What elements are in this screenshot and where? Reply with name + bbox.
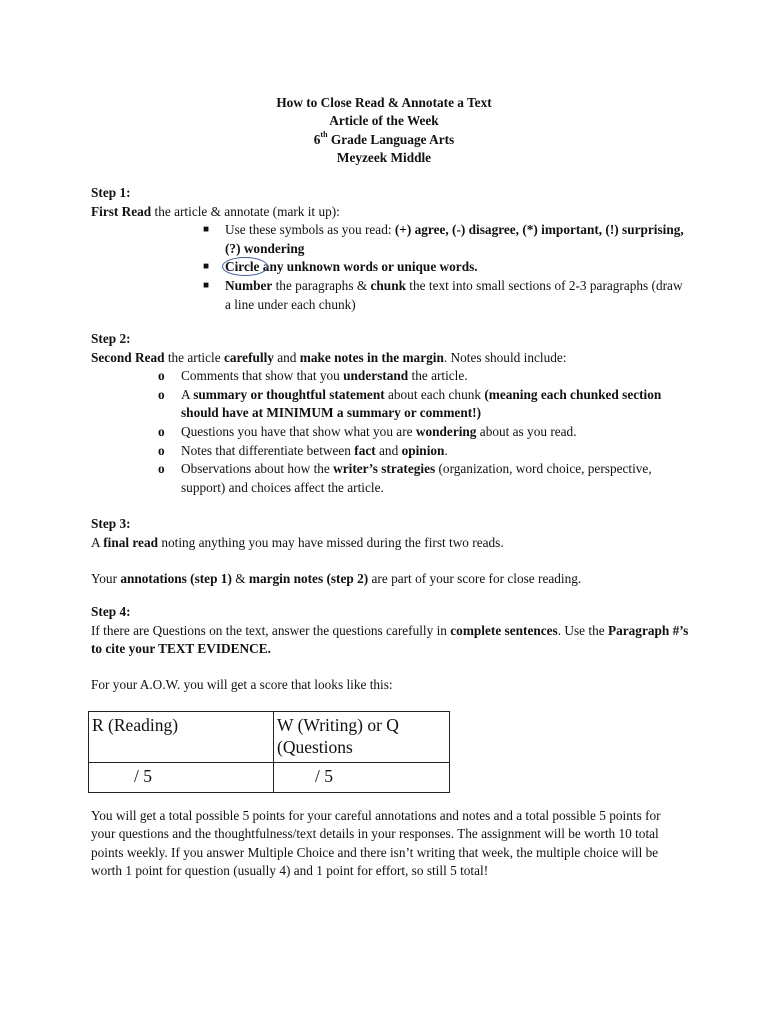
step-1-section	[91, 184, 691, 314]
circle-bullet-icon: o	[158, 423, 165, 439]
list-item: o Observations about how the writer’s strategies (organization, word choice, perspective, support) and choices affect the article.	[158, 461, 652, 495]
score-intro: For your A.O.W. you will get a score that looks like this:	[91, 676, 393, 692]
list-item: o A summary or thoughtful statement about each chunk (meaning each chunked section should have at MINIMUM a summary or comment!)	[158, 386, 662, 421]
list-item: ■ Use these symbols as you read: (+) agree, (-) disagree, (*) important, (!) surprising, (?) wondering	[203, 222, 684, 256]
square-bullet-icon: ■	[203, 261, 210, 273]
document-title: How to Close Read & Annotate a Text	[276, 95, 492, 110]
step-1-heading: Step 1:	[91, 185, 131, 200]
step-3-section	[91, 515, 691, 589]
step-1-lead: First Read the article & annotate (mark it up):	[91, 203, 340, 219]
list-item: ■ Circle any unknown words or unique words.	[91, 258, 691, 277]
table-header-reading: R (Reading)	[89, 712, 274, 763]
circle-bullet-icon: o	[158, 386, 165, 402]
step-2-section	[91, 330, 691, 497]
step-3-line: A final read noting anything you may have missed during the first two reads.	[91, 534, 504, 550]
square-bullet-icon: ■	[203, 279, 210, 291]
score-table	[88, 711, 450, 793]
document-header	[0, 94, 768, 167]
grade-line	[0, 131, 768, 149]
table-row	[89, 712, 450, 763]
circled-word: Circle	[225, 258, 259, 277]
list-item: o Questions you have that show what you are wondering about as you read.	[91, 423, 691, 442]
school-name: Meyzeek Middle	[336, 149, 432, 165]
step-4-heading: Step 4:	[91, 604, 131, 619]
document-subtitle: Article of the Week	[329, 113, 439, 129]
scoring-explanation: You will get a total possible 5 points for your careful annotations and notes and a total possible 5 points for your questions and the thoughtfulness/text details in your responses. The assignment will be worth 10 total points weekly. If you answer Multiple Choice and there isn’t writing that week, the multiple choice will be worth 1 point for question (usually 4) and 1 point for effort, so still 5 total!	[91, 808, 661, 879]
table-cell-reading-score: / 5	[89, 763, 274, 793]
circle-bullet-icon: o	[158, 442, 165, 458]
step-4-line: If there are Questions on the text, answer the questions carefully in complete sentences. Use the Paragraph #’s to cite your TEXT EVIDENCE.	[91, 622, 689, 657]
table-row	[89, 763, 450, 793]
list-item: o Notes that differentiate between fact and opinion.	[91, 442, 691, 461]
score-note: Your annotations (step 1) & margin notes (step 2) are part of your score for close reading.	[91, 571, 582, 587]
step-4-section	[91, 603, 691, 694]
step-3-heading: Step 3:	[91, 516, 131, 531]
step-2-lead: Second Read the article carefully and make notes in the margin. Notes should include:	[91, 349, 567, 365]
step-1-list	[91, 221, 691, 314]
circle-bullet-icon: o	[158, 368, 165, 384]
table-cell-writing-score: / 5	[274, 763, 450, 793]
step-2-list	[91, 367, 691, 497]
list-item: ■ Number the paragraphs & chunk the text into small sections of 2-3 paragraphs (draw a line under each chunk)	[203, 277, 683, 312]
square-bullet-icon: ■	[203, 224, 210, 236]
table-header-writing: W (Writing) or Q (Questions	[274, 712, 450, 763]
grade-label: Grade Language Arts	[327, 131, 455, 147]
list-item: o Comments that show that you understand the article.	[91, 367, 691, 386]
circle-bullet-icon: o	[158, 461, 165, 477]
step-2-heading: Step 2:	[91, 331, 131, 346]
grade-superscript: th	[320, 130, 328, 140]
grade-number: 6	[313, 131, 321, 147]
